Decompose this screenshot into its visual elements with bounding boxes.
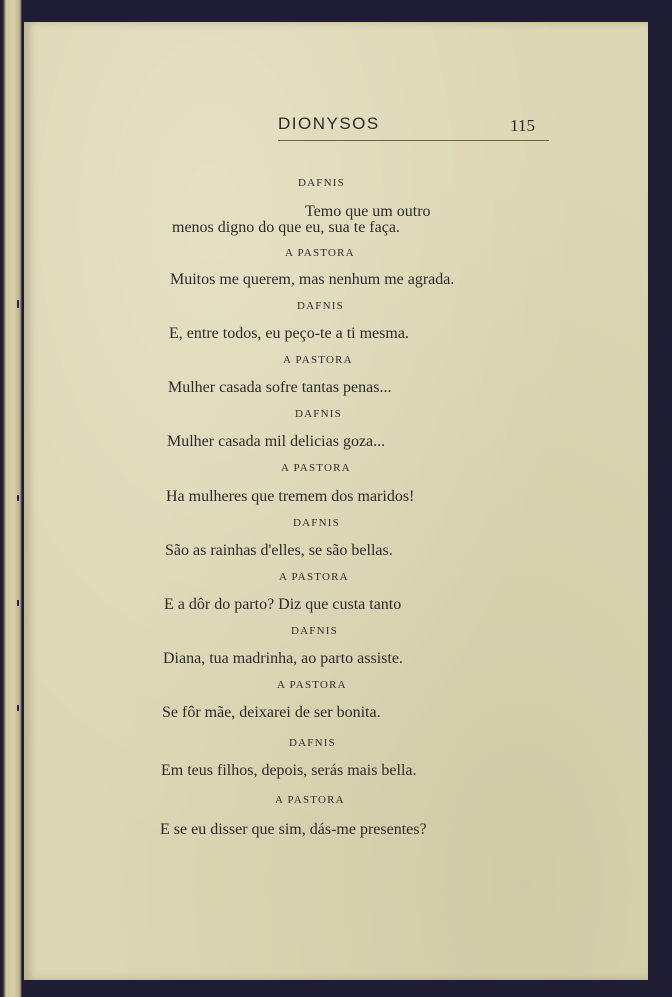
verse-line: Temo que um outro (305, 203, 431, 220)
verse-line: Mulher casada sofre tantas penas... (168, 379, 392, 396)
verse-line: Em teus filhos, depois, serás mais bella. (161, 762, 417, 779)
speaker-label: A PASTORA (275, 794, 345, 806)
verse-line: menos digno do que eu, sua te faça. (172, 219, 400, 236)
verse-line: Diana, tua madrinha, ao parto assiste. (163, 650, 403, 667)
speaker-label: A PASTORA (277, 679, 347, 691)
binding-mark (17, 495, 19, 501)
verse-line: E a dôr do parto? Diz que custa tanto (164, 596, 402, 613)
speaker-label: DAFNIS (295, 408, 342, 420)
verse-line: Ha mulheres que tremem dos maridos! (166, 488, 415, 505)
speaker-label: A PASTORA (279, 571, 349, 583)
verse-line: São as rainhas d'elles, se são bellas. (165, 542, 393, 559)
speaker-label: DAFNIS (293, 517, 340, 529)
speaker-label: A PASTORA (281, 462, 351, 474)
binding-mark (17, 705, 19, 711)
page-header (278, 114, 549, 141)
verse-line: Muitos me querem, mas nenhum me agrada. (170, 271, 455, 288)
verse-line: E, entre todos, eu peço-te a ti mesma. (169, 325, 409, 342)
speaker-label: DAFNIS (298, 177, 345, 189)
running-title: DIONYSOS (278, 114, 380, 133)
speaker-label: DAFNIS (289, 737, 336, 749)
page-number: 115 (510, 116, 535, 135)
verse-line: E se eu disser que sim, dás-me presentes? (160, 821, 427, 838)
verse-line: Se fôr mãe, deixarei de ser bonita. (162, 704, 381, 721)
speaker-label: A PASTORA (285, 247, 355, 259)
speaker-label: DAFNIS (291, 625, 338, 637)
binding-mark (17, 300, 19, 308)
speaker-label: A PASTORA (283, 354, 353, 366)
verse-line: Mulher casada mil delicias goza... (167, 433, 386, 450)
speaker-label: DAFNIS (297, 300, 344, 312)
binding-mark (17, 600, 19, 606)
